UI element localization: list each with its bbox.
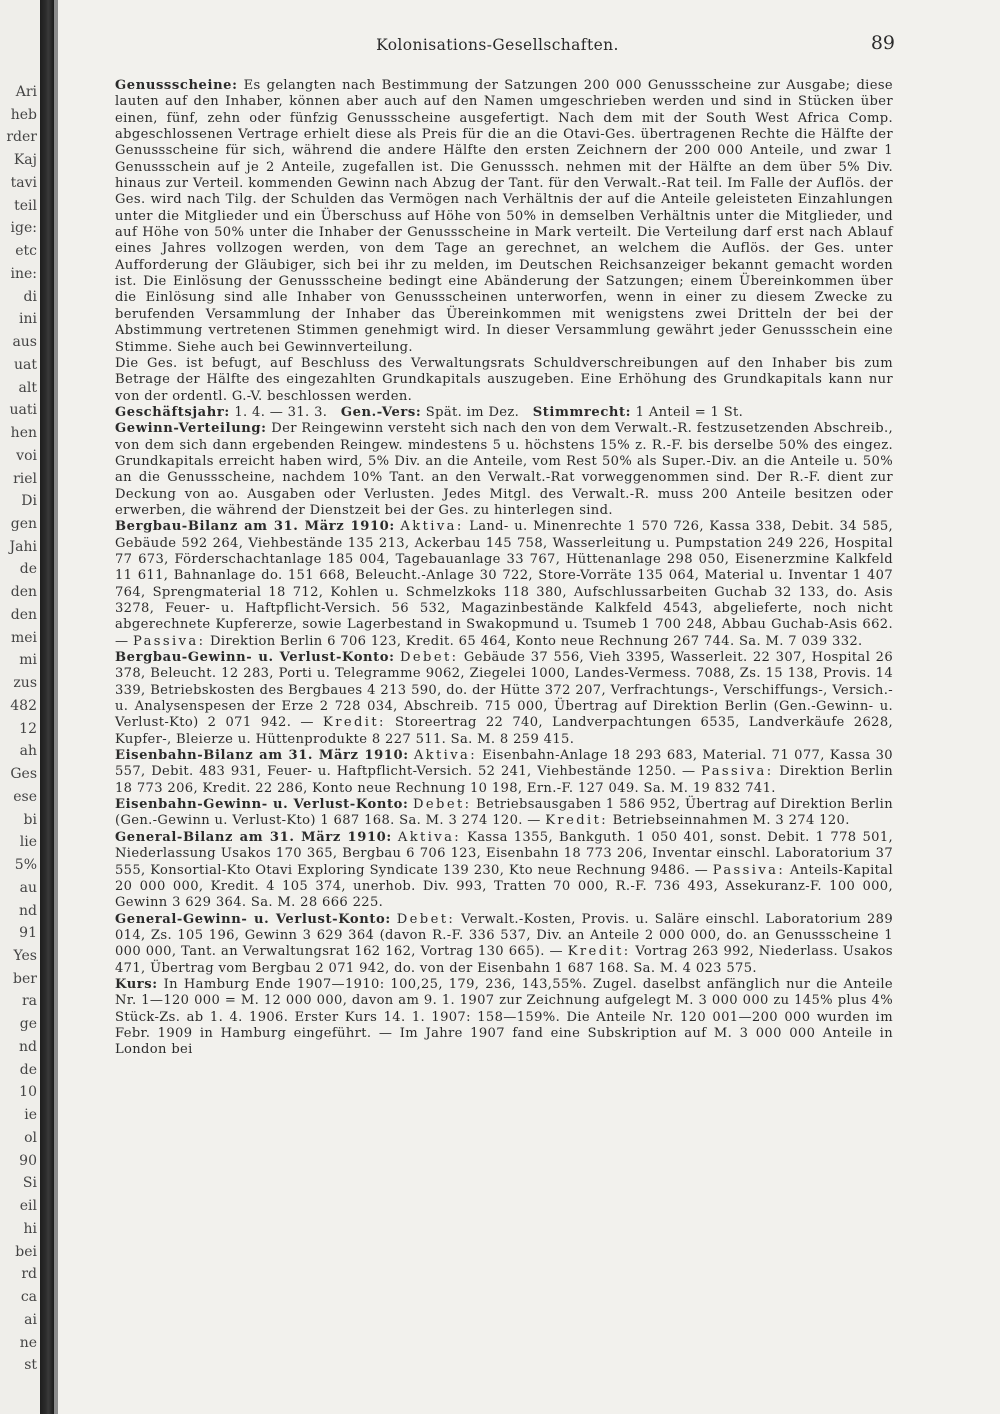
page-header [100,30,895,60]
passiva-label: Passiva: [132,633,206,649]
previous-page-fragment: ge [19,1016,37,1032]
eisenbahn-bilanz-paragraph: Eisenbahn-Bilanz am 31. März 1910: Aktiva: Eisenbahn-Anlage 18 293 683, Material. 71 077, Kassa 30 557, Debit. 483 931, Feuer- u. Haftpflicht-Versich. 52 241, Viehbestände 1250. — Passiva: Direktion Berlin 18 773 206, Kredit. 22 286, Konto neue Rechnung 10 198, Ern.-F. 127 049. Sa. M. 19 832 741. [115,748,893,796]
previous-page-fragment: ai [24,1312,37,1328]
general-bilanz-heading: General-Bilanz am 31. März 1910: [115,829,392,845]
page-number: 89 [870,32,895,54]
aktiva-label: Aktiva: [400,519,464,535]
previous-page-fragment: mei [10,630,37,646]
book-binding-edge [54,0,58,1414]
previous-page-fragment: ca [20,1289,37,1305]
previous-page-fragment: alt [18,380,37,396]
bergbau-gv-paragraph: Bergbau-Gewinn- u. Verlust-Konto: Debet: Gebäude 37 556, Vieh 3395, Wasserleit. 22 307, Hospital 26 378, Beleucht. 12 283, Porti u. Telegramme 9062, Ziegelei 1000, Landes-Vermess. 7088, Zs. 15 138, Provis. 14 339, Betriebskosten des Bergbaues 4 213 590, do. der Hütte 372 207, Verfrachtungs-, Verschiffungs-, Versich.- u. Analysenspesen der Erze 2 728 034, Abschreib. 715 000, Übertrag auf Direktion Berlin (Gen.-Gewinn- u. Verlust-Kto) 2 071 942. — Kredit: Storeertrag 22 740, Landverpachtungen 6535, Landverkäufe 2628, Kupfer-, Bleierze u. Hüttenprodukte 8 227 511. Sa. M. 8 259 415. [115,650,894,747]
schuldverschreibungen-paragraph [115,356,893,405]
general-bilanz-paragraph: General-Bilanz am 31. März 1910: Aktiva: Kassa 1355, Bankguth. 1 050 401, sonst. Debit. 1 778 501, Niederlassung Usakos 170 365, Bergbau 6 706 123, Eisenbahn 18 773 206, Inventar einschl. Laboratorium 37 555, Konsortial-Kto Otavi Exploring Syndicate 139 230, Kto neue Rechnung 9486. — Passiva: Anteils-Kapital 20 000 000, Kredit. 4 105 374, unerhob. Div. 993, Tratten 70 000, R.-F. 736 493, Assekuranz-F. 100 000, Gewinn 3 629 364. Sa. M. 28 666 225. [115,829,894,911]
genussscheine-heading: Genussscheine: [115,78,238,93]
genussscheine-text: Es gelangten nach Bestimmung der Satzungen 200 000 Genussscheine zur Ausgabe; diese lauten auf den Inhaber, können aber auch auf den Namen umgeschrieben werden und sind in Stücken über einen, fünf, zehn oder fünfzig Genussscheine ausgefertigt. Nach dem mit der South West Africa Comp. abgeschlossenen Vertrage erhielt diese als Preis für die an die Otavi-Ges. übertragenen Rechte die Hälfte der Genussscheine für sich, während die andere Hälfte den ersten Zeichnern der 200 000 Anteile, und zwar 1 Genussschein auf je 2 Anteile, zugefallen ist. Die Genusssch. nehmen mit der Hälfte an dem über 5% Div. hinaus zur Verteil. kommenden Gewinn nach Abzug der Tant. für den Verwalt.-Rat teil. Im Falle der Auflös. der Ges. wird nach Tilg. der Schulden das Vermögen nach Verhältnis der auf die Anteile geleisteten Einzahlungen unter die Mitglieder und ein Überschuss auf Höhe von 50% in demselben Verhältnis unter die Mitglieder, und auf Höhe von 50% unter die Inhaber der Genussscheine in Mark verteilt. Die Verteilung darf erst nach Ablauf eines Jahres vollzogen werden, von dem Tage an gerechnet, an welchem die Auflös. der Ges. unter Aufforderung der Gläubiger, sich bei ihr zu melden, im Deutschen Reichsanzeiger bekannt gemacht worden ist. Die Einlösung der Genussscheine bedingt eine Abänderung der Satzungen; einem Übereinkommen über die Einlösung sind alle Inhaber von Genussscheinen unterworfen, wenn in einer zu diesem Zwecke zu berufenden Versammlung der Inhaber das Übereinkommen mit wenigstens zwei Dritteln der bei der Abstimmung vertretenen Stimmen genehmigt wird. In dieser Versammlung gewährt jeder Genussschein eine Stimme. Siehe auch bei Gewinnverteilung. [115,78,893,355]
bergbau-kredit: Storeertrag 22 740, Landverpachtungen 6535, Landverkäufe 2628, Kupfer-, Bleierze u. Hüttenprodukte 8 227 511. Sa. M. 8 259 415. [115,715,894,747]
kurs-paragraph [115,977,893,1059]
previous-page-fragment: aus [12,334,37,350]
previous-page-fragment: den [10,584,37,600]
previous-page-fragment: ber [13,971,37,987]
previous-page-fragment: 91 [19,925,37,941]
previous-page-fragment: st [24,1357,37,1373]
eisenbahn-passiva: Direktion Berlin 18 773 206, Kredit. 22 286, Konto neue Rechnung 10 198, Ern.-F. 127 049. Sa. M. 19 832 741. [115,764,893,796]
previous-page-fragment: ini [19,311,37,327]
previous-page-fragment: Ari [15,84,37,100]
previous-page-fragment: teil [14,198,37,214]
previous-page-fragment: hi [23,1221,37,1237]
geschaeftsjahr-text: 1. 4. — 31. 3. [234,404,328,420]
bergbau-gv-heading: Bergbau-Gewinn- u. Verlust-Konto: [115,650,395,666]
previous-page-fragment: uat [14,357,37,373]
previous-page-fragment: den [10,607,37,623]
previous-page-fragment: rd [21,1266,37,1282]
general-debet: Verwalt.-Kosten, Provis. u. Saläre einschl. Laboratorium 289 014, Zs. 105 196, Gewinn 3 629 364 (davon R.-F. 336 537, Div. an Anteile 2 000 000, do. an Genussscheine 1 000 000, Tant. an Verwaltungsrat 162 162, Vortrag 130 665). [115,911,894,960]
eisenbahn-kredit: Betriebseinnahmen M. 3 274 120. [612,813,850,829]
previous-page-fragment: 10 [19,1084,37,1100]
previous-page-fragment: 482 [10,698,37,714]
previous-page-fragment: ige: [10,220,37,236]
previous-page-fragment: Yes [13,948,37,964]
previous-page-fragment: hen [10,425,37,441]
previous-page-fragment: eil [19,1198,37,1214]
body-text [115,78,893,1059]
schuldverschreibungen-text: Die Ges. ist befugt, auf Beschluss des Verwaltungsrats Schuldverschreibungen auf den Inhaber bis zum Betrage der Hälfte des eingezahlten Grundkapitals auszugeben. Eine Erhöhung des Grundkapitals kann nur von der ordentl. G.-V. beschlossen werden. [115,355,893,404]
gen-vers-heading: Gen.-Vers: [340,404,422,420]
general-aktiva: Kassa 1355, Bankguth. 1 050 401, sonst. Debit. 1 778 501, Niederlassung Usakos 170 365, Bergbau 6 706 123, Eisenbahn 18 773 206, Inventar einschl. Laboratorium 37 555, Konsortial-Kto Otavi Exploring Syndicate 139 230, Kto neue Rechnung 9486. [115,829,894,878]
previous-page-fragment: de [19,1062,37,1078]
running-title: Kolonisations-Gesellschaften. [376,36,619,54]
passiva-label: Passiva: [701,764,774,780]
previous-page-edge [0,0,40,1414]
previous-page-fragment: lie [19,834,37,850]
previous-page-fragment: ese [13,789,37,805]
previous-page-fragment: gen [10,516,37,532]
previous-page-fragment: mi [19,652,37,668]
eisenbahn-aktiva: Eisenbahn-Anlage 18 293 683, Material. 71 077, Kassa 30 557, Debit. 483 931, Feuer- u. Haftpflicht-Versich. 52 241, Viehbestände 1250. [115,748,893,780]
previous-page-fragment: ie [24,1107,37,1123]
stimmrecht-heading: Stimmrecht: [532,404,632,420]
previous-page-fragment: de [19,561,37,577]
gewinn-verteilung-paragraph [115,421,893,519]
kredit-label: Kredit: [567,944,631,960]
aktiva-label: Aktiva: [413,748,478,764]
geschaeftsjahr-paragraph [115,405,893,421]
previous-page-fragment: au [19,880,37,896]
previous-page-fragment: 90 [19,1153,37,1169]
gewinn-verteilung-text: Der Reingewinn versteht sich nach den von dem Verwalt.-R. festzusetzenden Abschreib., von dem sich dann ergebenden Reingew. mindestens 5 u. höchstens 15% z. R.-F. bis derselbe 50% des eingez. Grundkapitals erreicht haben wird, 5% Div. an die Anteile, vom Rest 50% als Super.-Div. an die Anteile u. 50% an die Genussscheine, nachdem 10% Tant. an den Verwalt.-Rat vorweggenommen sind. Der R.-F. dient zur Deckung von ao. Ausgaben oder Verlusten. Jedes Mitgl. des Verwalt.-R. muss 200 Anteile besitzen oder erwerben, die während der Dienstzeit bei der Ges. zu hinterlegen sind. [115,421,893,518]
previous-page-fragment: rder [6,129,37,145]
previous-page-fragment: bei [15,1244,37,1260]
eisenbahn-debet: Betriebsausgaben 1 586 952, Übertrag auf Direktion Berlin (Gen.-Gewinn u. Verlust-Kto) 1 687 168. Sa. M. 3 274 120. — [115,797,893,829]
aktiva-label: Aktiva: [397,829,462,845]
previous-page-fragment: nd [19,1039,37,1055]
previous-page-fragment: nd [19,903,37,919]
previous-page-fragment: zus [13,675,37,691]
debet-label: Debet: [413,797,472,813]
previous-page-fragment: voi [16,448,37,464]
book-binding [40,0,54,1414]
previous-page-fragment: bi [23,812,37,828]
debet-label: Debet: [396,911,456,927]
genussscheine-paragraph [115,78,893,356]
general-gv-paragraph: General-Gewinn- u. Verlust-Konto: Debet: Verwalt.-Kosten, Provis. u. Saläre einschl. Laboratorium 289 014, Zs. 105 196, Gewinn 3 629 364 (davon R.-F. 336 537, Div. an Anteile 2 000 000, do. an Genussscheine 1 000 000, Tant. an Verwaltungsrat 162 162, Vortrag 130 665). — Kredit: Vortrag 263 992, Niederlass. Usakos 471, Übertrag vom Bergbau 2 071 942, do. von der Eisenbahn 1 687 168. Sa. M. 4 023 575. [115,911,894,976]
passiva-label: Passiva: [712,862,786,878]
bergbau-passiva: Direktion Berlin 6 706 123, Kredit. 65 464, Konto neue Rechnung 267 744. Sa. M. 7 039 332. [209,633,863,649]
previous-page-fragment: etc [15,243,37,259]
debet-label: Debet: [400,650,459,666]
eisenbahn-bilanz-heading: Eisenbahn-Bilanz am 31. März 1910: [115,748,409,764]
previous-page-fragment: Si [22,1175,37,1191]
previous-page-fragment: Kaj [13,152,37,168]
previous-page-fragment: tavi [10,175,37,191]
bergbau-bilanz-paragraph: Bergbau-Bilanz am 31. März 1910: Aktiva: Land- u. Minenrechte 1 570 726, Kassa 338, Debit. 34 585, Gebäude 592 264, Viehbestände 135 213, Ackerbau 145 758, Wasserleitung u. Pumpstation 249 226, Hospital 77 673, Förderschachtanlage 185 004, Tagebauanlage 33 767, Hüttenanlage 298 050, Eisenerzmine Kalkfeld 11 611, Bahnanlage do. 151 668, Beleucht.-Anlage 30 722, Store-Vorräte 135 064, Material u. Inventar 1 407 764, Sprengmaterial 18 712, Kohlen u. Schmelzkoks 118 380, Aufschlussarbeiten Guchab 32 133, do. Asis 3278, Feuer- u. Haftpflicht-Versich. 56 532, Magazinbestände Kalkfeld 4543, abgelieferte, noch nicht abgerechnete Kupfererze, sowie Lagerbestand in Swakopmund u. Tsumeb 1 700 248, Abbau Guchab-Asis 662. — Passiva: Direktion Berlin 6 706 123, Kredit. 65 464, Konto neue Rechnung 267 744. Sa. M. 7 039 332. [115,519,894,649]
bergbau-aktiva: Land- u. Minenrechte 1 570 726, Kassa 338, Debit. 34 585, Gebäude 592 264, Viehbestände 135 213, Ackerbau 145 758, Wasserleitung u. Pumpstation 249 226, Hospital 77 673, Förderschachtanlage 185 004, Tagebauanlage 33 767, Hüttenanlage 298 050, Eisenerzmine Kalkfeld 11 611, Bahnanlage do. 151 668, Beleucht.-Anlage 30 722, Store-Vorräte 135 064, Material u. Inventar 1 407 764, Sprengmaterial 18 712, Kohlen u. Schmelzkoks 118 380, Aufschlussarbeiten Guchab 32 133, do. Asis 3278, Feuer- u. Haftpflicht-Versich. 56 532, Magazinbestände Kalkfeld 4543, abgelieferte, noch nicht abgerechnete Kupfererze, sowie Lagerbestand in Swakopmund u. Tsumeb 1 700 248, Abbau Guchab-Asis 662. [115,519,894,633]
gen-vers-text: Spät. im Dez. [425,404,520,420]
kredit-label: Kredit: [323,715,386,731]
previous-page-fragment: uati [9,402,37,418]
eisenbahn-gv-paragraph [115,797,893,830]
kurs-text: In Hamburg Ende 1907—1910: 100,25, 179, 236, 143,55%. Zugel. daselbst anfänglich nur die Anteile Nr. 1—120 000 = M. 12 000 000, davon am 9. 1. 1907 zur Zeichnung aufgelegt M. 3 000 000 zu 145% plus 4% Stück-Zs. ab 1. 4. 1906. Erster Kurs 14. 1. 1907: 158—159%. Die Anteile Nr. 120 001—200 000 wurden im Febr. 1909 in Hamburg eingeführt. — Im Jahre 1907 fand eine Subskription auf M. 3 000 000 Anteile in London bei [115,976,894,1058]
general-passiva: Anteils-Kapital 20 000 000, Kredit. 4 105 374, unerhob. Div. 993, Tratten 70 000, R.-F. 736 493, Assekuranz-F. 100 000, Gewinn 3 629 364. Sa. M. 28 666 225. [115,862,893,911]
geschaeftsjahr-heading: Geschäftsjahr: [115,404,230,420]
previous-page-fragment: Jahi [9,539,37,555]
general-gv-heading: General-Gewinn- u. Verlust-Konto: [115,911,391,927]
previous-page-fragment: 12 [19,721,37,737]
general-kredit: Vortrag 263 992, Niederlass. Usakos 471, Übertrag vom Bergbau 2 071 942, do. von der Eisenbahn 1 687 168. Sa. M. 4 023 575. [115,944,893,976]
gewinn-verteilung-heading: Gewinn-Verteilung: [115,421,267,437]
previous-page-fragment: riel [13,471,37,487]
kurs-heading: Kurs: [115,976,158,992]
eisenbahn-gv-heading: Eisenbahn-Gewinn- u. Verlust-Konto: [115,797,409,813]
previous-page-fragment: Di [21,493,37,509]
kredit-label: Kredit: [545,813,609,829]
previous-page-fragment: ne [19,1335,37,1351]
previous-page-fragment: ine: [10,266,37,282]
previous-page-fragment: Ges [10,766,37,782]
previous-page-fragment: ah [19,743,37,759]
stimmrecht-text: 1 Anteil = 1 St. [635,404,744,420]
bergbau-bilanz-heading: Bergbau-Bilanz am 31. März 1910: [115,519,395,535]
previous-page-fragment: heb [10,107,37,123]
previous-page-fragment: 5% [14,857,37,873]
previous-page-fragment: ol [24,1130,37,1146]
previous-page-fragment: di [23,289,37,305]
bergbau-debet: Gebäude 37 556, Vieh 3395, Wasserleit. 22 307, Hospital 26 378, Beleucht. 12 283, Porti u. Telegramme 9062, Ziegelei 1000, Landes-Vermess. 7088, Zs. 15 138, Provis. 14 339, Betriebskosten des Bergbaues 4 213 590, do. der Hütte 372 207, Verfrachtungs-, Verschiffungs-, Versich.- u. Analysenspesen der Erze 2 728 034, Abschreib. 715 000, Übertrag auf Direktion Berlin (Gen.-Gewinn- u. Verlust-Kto) 2 071 942. [115,650,894,731]
previous-page-fragment: ra [21,993,37,1009]
